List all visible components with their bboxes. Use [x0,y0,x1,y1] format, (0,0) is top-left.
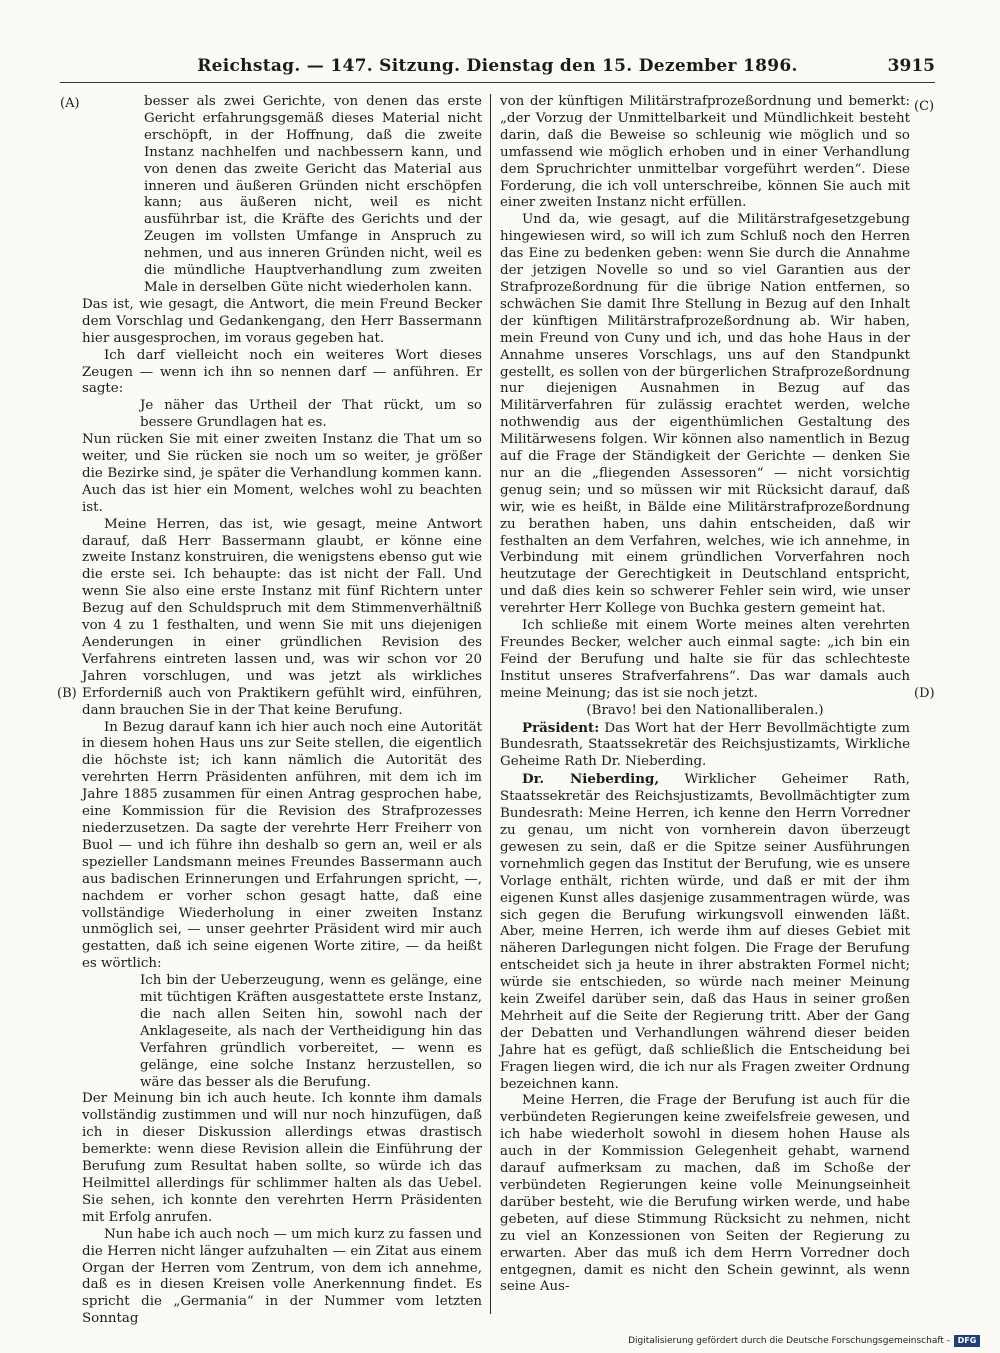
speaker-name: Präsident: [522,719,600,736]
header-title: Reichstag. — 147. Sitzung. Dienstag den 15. Dezember 1896. [197,56,798,76]
margin-marker-c: (C) [914,99,935,114]
paragraph: Ich schließe mit einem Worte meines alten verehrten Freundes Becker, welcher auch einmal sagte: „ich bin ein Feind der Berufung und halte sie für das schlechteste Institut unseres Strafverfahrens“. Das war damals auch meine Meinung; das ist sie noch jetzt. [500,618,910,701]
quote-paragraph: besser als zwei Gerichte, von denen das erste Gericht erfahrungsgemäß dieses Material nicht erschöpft, in der Hoffnung, daß die zweite Instanz nachhelfen und nachbessern kann, und von denen das zweite Gericht das Material aus inneren und äußeren Gründen nicht erschöpfen kann; aus äußeren nicht, weil es nicht ausführbar ist, die Kräfte des Gerichts und der Zeugen im vollsten Umfange in Anspruch zu nehmen, und aus inneren Gründen nicht, weil es die mündliche Hauptverhandlung zum zweiten Male in derselben Güte nicht wiederholen kann. [144,94,482,295]
quote-paragraph: Je näher das Urtheil der That rückt, um so bessere Grundlagen hat es. [140,398,482,431]
paragraph: von der künftigen Militärstrafprozeßordnung und bemerkt: „der Vorzug der Unmittelbarkeit und Mündlichkeit besteht darin, daß die Beweise so schleunig wie möglich und so umfassend wie möglich erhoben und in einer Verhandlung dem Spruchrichter unmittelbar vorgeführt werden“. Diese Forderung, die ich voll unterschreibe, können Sie auch mit einer zweiten Instanz nicht erfüllen. [500,94,910,211]
page-header [60,48,935,83]
speaker-name: Dr. Nieberding, [522,771,660,788]
paragraph: Der Meinung bin ich auch heute. Ich konnte ihm damals vollständig zustimmen und will nur noch hinzufügen, daß ich in dieser Diskussion allerdings etwas drastisch bemerkte: wenn diese Revision allein die Einführung der Berufung zum Resultat haben sollte, so würde ich das Heilmittel allerdings für schlimmer halten als das Uebel. Sie sehen, ich konnte den verehrten Herrn Präsidenten mit Erfolg anrufen. [82,1091,482,1225]
dfg-logo-icon: DFG [954,1335,980,1347]
paragraph: Meine Herren, die Frage der Berufung ist auch für die verbündeten Regierungen keine zweifelsfreie gewesen, und ich habe wiederholt sowohl in diesem hohen Hause als auch in der Kommission Gelegenheit gehabt, warnend darauf aufmerksam zu machen, daß im Schoße der verbündeten Regierungen keine volle Meinungseinheit darüber besteht, wie die Berufung wirken werde, und habe gebeten, auf diese Stimmung Rücksicht zu nehmen, nicht zu viel an Konzessionen von Seiten der Regierung zu erwarten. Aber das muß ich dem Herrn Vorredner doch entgegnen, damit es nicht den Schein gewinnt, als wenn seine Aus- [500,1093,910,1295]
right-column [500,94,910,1314]
column-divider [490,94,491,1314]
margin-marker-a: (A) [60,96,80,111]
margin-marker-b: (B) [57,686,77,701]
paragraph: Meine Herren, das ist, wie gesagt, meine Antwort darauf, daß Herr Bassermann glaubt, er könne eine zweite Instanz konstruiren, die wenigstens ebenso gut wie die erste sei. Ich behaupte: das ist nicht der Fall. Und wenn Sie also eine erste Instanz mit fünf Richtern unter Bezug auf den Schuldspruch mit dem Stimmenverhältniß von 4 zu 1 festhalten, und wenn Sie mit uns diejenigen Aenderungen in einer gründlichen Revision des Verfahrens eintreten lassen und, was wir schon vor 20 Jahren vorschlugen, und was jetzt als wirkliches Erforderniß auch von Praktikern gefühlt wird, einführen, dann brauchen Sie in der That keine Berufung. [82,516,482,718]
margin-marker-d: (D) [914,686,935,701]
paragraph: Das ist, wie gesagt, die Antwort, die mein Freund Becker dem Vorschlag und Gedankengang, den Herr Bassermann hier ausgesprochen, im voraus gegeben hat. [82,296,482,346]
page-number: 3915 [887,56,935,76]
paragraph: Nun habe ich auch noch — um mich kurz zu fassen und die Herren nicht länger aufzuhalten — ein Zitat aus einem Organ der Herren vom Zentrum, von dem ich annehme, daß es in diesen Kreisen volle Anerkennung findet. Es spricht die „Germania“ in der Nummer vom letzten Sonntag [82,1226,482,1327]
paragraph [500,771,910,1093]
quote-paragraph: Ich bin der Ueberzeugung, wenn es gelänge, eine mit tüchtigen Kräften ausgestattete erste Instanz, die nach allen Seiten hin, sowohl nach der Anklageseite, als nach der Vertheidigung hin das Verfahren gründlich vorbereitet, — wenn es gelänge, eine solche Instanz herzustellen, so wäre das besser als die Berufung. [140,973,482,1090]
paragraph: Nun rücken Sie mit einer zweiten Instanz die That um so weiter, und Sie rücken sie noch um so weiter, je größer die Bezirke sind, je später die Verhandlung kommen kann. Auch das ist hier ein Moment, welches wohl zu beachten ist. [82,432,482,515]
paragraph [500,720,910,772]
footer [628,1335,980,1347]
speaker-text: Wirklicher Geheimer Rath, Staatssekretär des Reichsjustizamts, Bevollmächtigter zum Bundesrath: Meine Herren, ich kenne den Herrn Vorredner zu genau, um nicht von vornherein davon überzeugt gewesen zu sein, daß er die Spitze seiner Ausführungen vornehmlich gegen das Institut der Berufung, wie es unsere Vorlage enthält, richten würde, und daß er mit der ihm eigenen Kunst alles dasjenige zusammentragen würde, was sich gegen die Berufung wirkungsvoll einwenden läßt. Aber, meine Herren, ich werde ihm auf dieses Gebiet mit näheren Darlegungen nicht folgen. Die Frage der Berufung entscheidet sich ja heute in ihrer abstrakten Formel nicht; würde sie entschieden, so würde nach meiner Meinung kein Zweifel darüber sein, daß das Haus in seiner großen Mehrheit auf die Seite der Regierung tritt. Aber der Gang der Debatten und Verhandlungen während dieser beiden Jahre hat es gefügt, daß schließlich die Entscheidung bei Fragen liegen wird, die ich nur als Fragen zweiter Ordnung bezeichnen kann. [500,772,910,1092]
applause-note: (Bravo! bei den Nationalliberalen.) [586,702,824,718]
speaker-text: Das Wort hat der Herr Bevollmächtigte zum Bundesrath, Staatssekretär des Reichsjustizamts, Wirkliche Geheime Rath Dr. Nieberding. [500,720,910,770]
left-column [82,94,482,1327]
footer-text: Digitalisierung gefördert durch die Deutsche Forschungsgemeinschaft - [628,1336,950,1346]
paragraph: In Bezug darauf kann ich hier auch noch eine Autorität in diesem hohen Haus uns zur Seite stellen, die eigentlich die höchste ist; ich kann nämlich die Autorität des verehrten Herrn Präsidenten anführen, mit dem ich im Jahre 1885 zusammen für einen Antrag gesprochen habe, eine Kommission für die Revision des Strafprozesses niederzusetzen. Da sagte der verehrte Herr Freiherr von Buol — und ich führe ihn deshalb so gern an, weil er als spezieller Landsmann meines Freundes Bassermann auch aus badischen Erinnerungen und Erfahrungen spricht, —, nachdem er vorher schon gesagt hatte, daß eine vollständige Wiederholung in einer zweiten Instanz unmöglich sei, — unser geehrter Präsident wird mir auch gestatten, daß ich seine eigenen Worte zitire, — da heißt es wörtlich: [82,719,482,972]
paragraph: Ich darf vielleicht noch ein weiteres Wort dieses Zeugen — wenn ich ihn so nennen darf — anführen. Er sagte: [82,347,482,397]
paragraph: Und da, wie gesagt, auf die Militärstrafgesetzgebung hingewiesen wird, so will ich zum Schluß noch den Herren das Eine zu bedenken geben: wenn Sie durch die Annahme der jetzigen Novelle so und so viel Garantien aus der Strafprozeßordnung für die übrige Nation entfernen, so schwächen Sie damit Ihre Stellung in Bezug auf den Inhalt der künftigen Militärstrafprozeßordnung ab. Wir haben, mein Freund von Cuny und ich, und das hohe Haus in der Annahme unseres Vorschlags, uns auf den Standpunkt gestellt, es sollen von der bürgerlichen Strafprozeßordnung nur diejenigen Ausnahmen in Bezug auf das Militärverfahren für zulässig erachtet werden, welche nothwendig aus der eigenthümlichen Gestaltung des Militärwesens folgen. Wir können also namentlich in Bezug auf die Frage der Ständigkeit der Gerichte — denken Sie nur an die „fliegenden Assessoren“ — nicht vorsichtig genug sein; und so müssen wir mit Rücksicht darauf, daß wir, wie es heißt, in Bälde eine Militärstrafprozeßordnung zu berathen haben, uns dahin entscheiden, daß wir festhalten an dem Verfahren, welches, wie ich annehme, in Verbindung mit einem gründlichen Vorverfahren noch heutzutage der Gerechtigkeit in Deutschland entspricht, und daß dies kein so schwerer Fehler sein wird, wie unser verehrter Herr Kollege von Buchka gestern gemeint hat. [500,212,910,617]
